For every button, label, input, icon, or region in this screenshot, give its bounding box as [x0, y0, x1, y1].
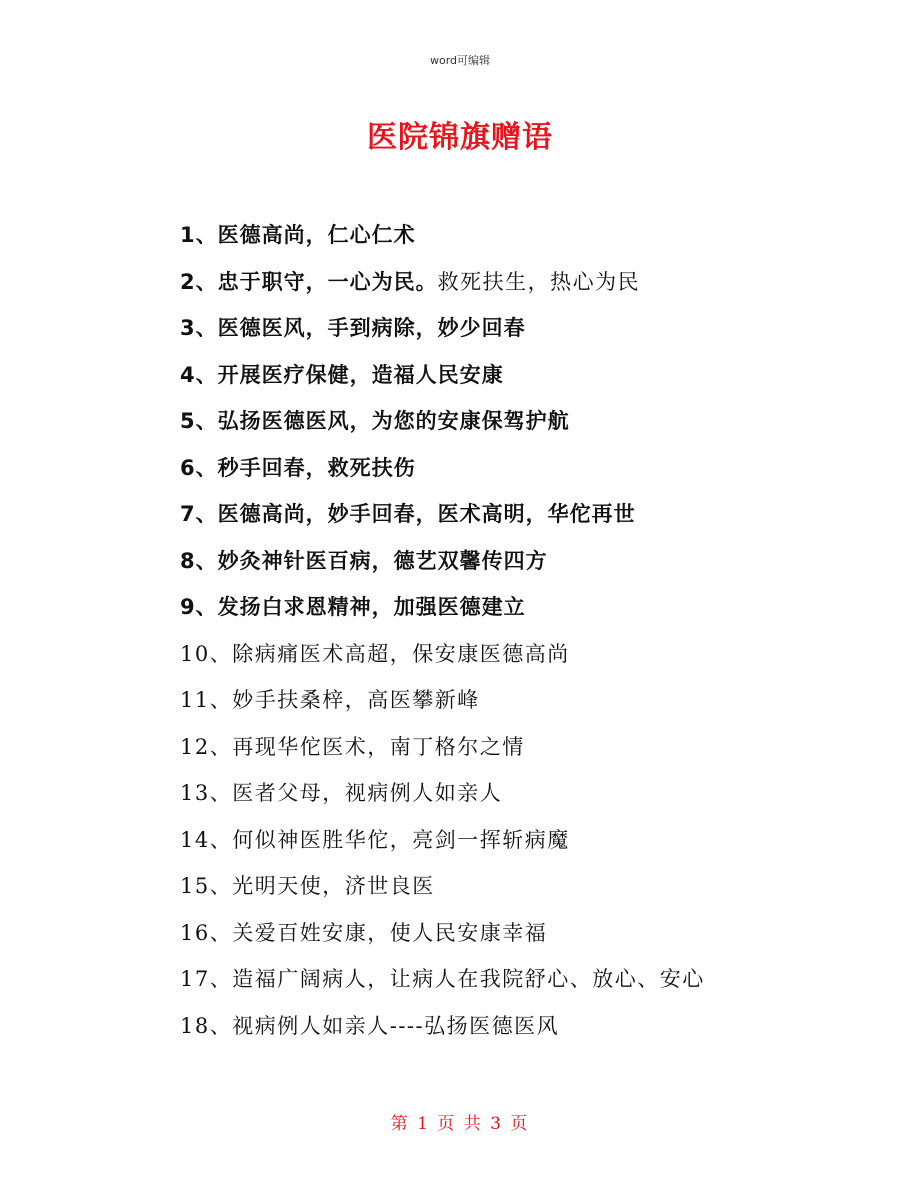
- item-normal-text: 救死扶生，热心为民: [437, 269, 641, 294]
- list-item: [180, 259, 820, 306]
- list-item: [180, 956, 820, 1003]
- item-bold-text: 5、弘扬医德医风，为您的安康保驾护航: [180, 409, 570, 433]
- list-item: [180, 863, 820, 910]
- item-normal-text: 10、除病痛医术高超，保安康医德高尚: [180, 641, 570, 666]
- item-bold-text: 4、开展医疗保健，造福人民安康: [180, 362, 504, 387]
- list-item: [180, 491, 820, 538]
- list-item: [180, 584, 820, 631]
- item-bold-text: 8、妙灸神针医百病，德艺双馨传四方: [180, 548, 548, 573]
- item-normal-text: 12、再现华佗医术，南丁格尔之情: [180, 734, 525, 759]
- list-item: [180, 631, 820, 678]
- list-item: [180, 770, 820, 817]
- motto-list: [180, 212, 820, 1049]
- list-item: [180, 817, 820, 864]
- item-normal-text: 11、妙手扶桑梓，高医攀新峰: [180, 688, 480, 712]
- item-normal-text: 17、造福广阔病人，让病人在我院舒心、放心、安心: [180, 967, 705, 991]
- list-item: [180, 445, 820, 492]
- list-item: [180, 724, 820, 771]
- list-item: [180, 352, 820, 399]
- item-bold-text: 7、医德高尚，妙手回春，医术高明，华佗再世: [180, 502, 636, 526]
- item-normal-text: 15、光明天使，济世良医: [180, 874, 435, 898]
- item-bold-text: 2、忠于职守，一心为民。: [180, 269, 438, 294]
- item-bold-text: 9、发扬白求恩精神，加强医德建立: [180, 595, 526, 619]
- item-normal-text: 13、医者父母，视病例人如亲人: [180, 781, 503, 805]
- list-item: [180, 538, 820, 585]
- header-note: word可编辑: [429, 54, 491, 67]
- page-footer: 第 1 页 共 3 页: [390, 1114, 530, 1134]
- list-item: [180, 1003, 820, 1050]
- item-bold-text: 1、医德高尚，仁心仁术: [180, 223, 416, 247]
- page-title: 医院锦旗赠语: [367, 120, 553, 155]
- item-bold-text: 6、秒手回春，救死扶伤: [180, 455, 416, 480]
- list-item: [180, 305, 820, 352]
- list-item: [180, 910, 820, 957]
- item-normal-text: 16、关爱百姓安康，使人民安康幸福: [180, 920, 548, 945]
- list-item: [180, 398, 820, 445]
- item-normal-text: 18、视病例人如亲人----弘扬医德医风: [180, 1013, 560, 1038]
- list-item: [180, 677, 820, 724]
- list-item: [180, 212, 820, 259]
- item-bold-text: 3、医德医风，手到病除，妙少回春: [180, 316, 526, 340]
- item-normal-text: 14、何似神医胜华佗，亮剑一挥斩病魔: [180, 827, 570, 852]
